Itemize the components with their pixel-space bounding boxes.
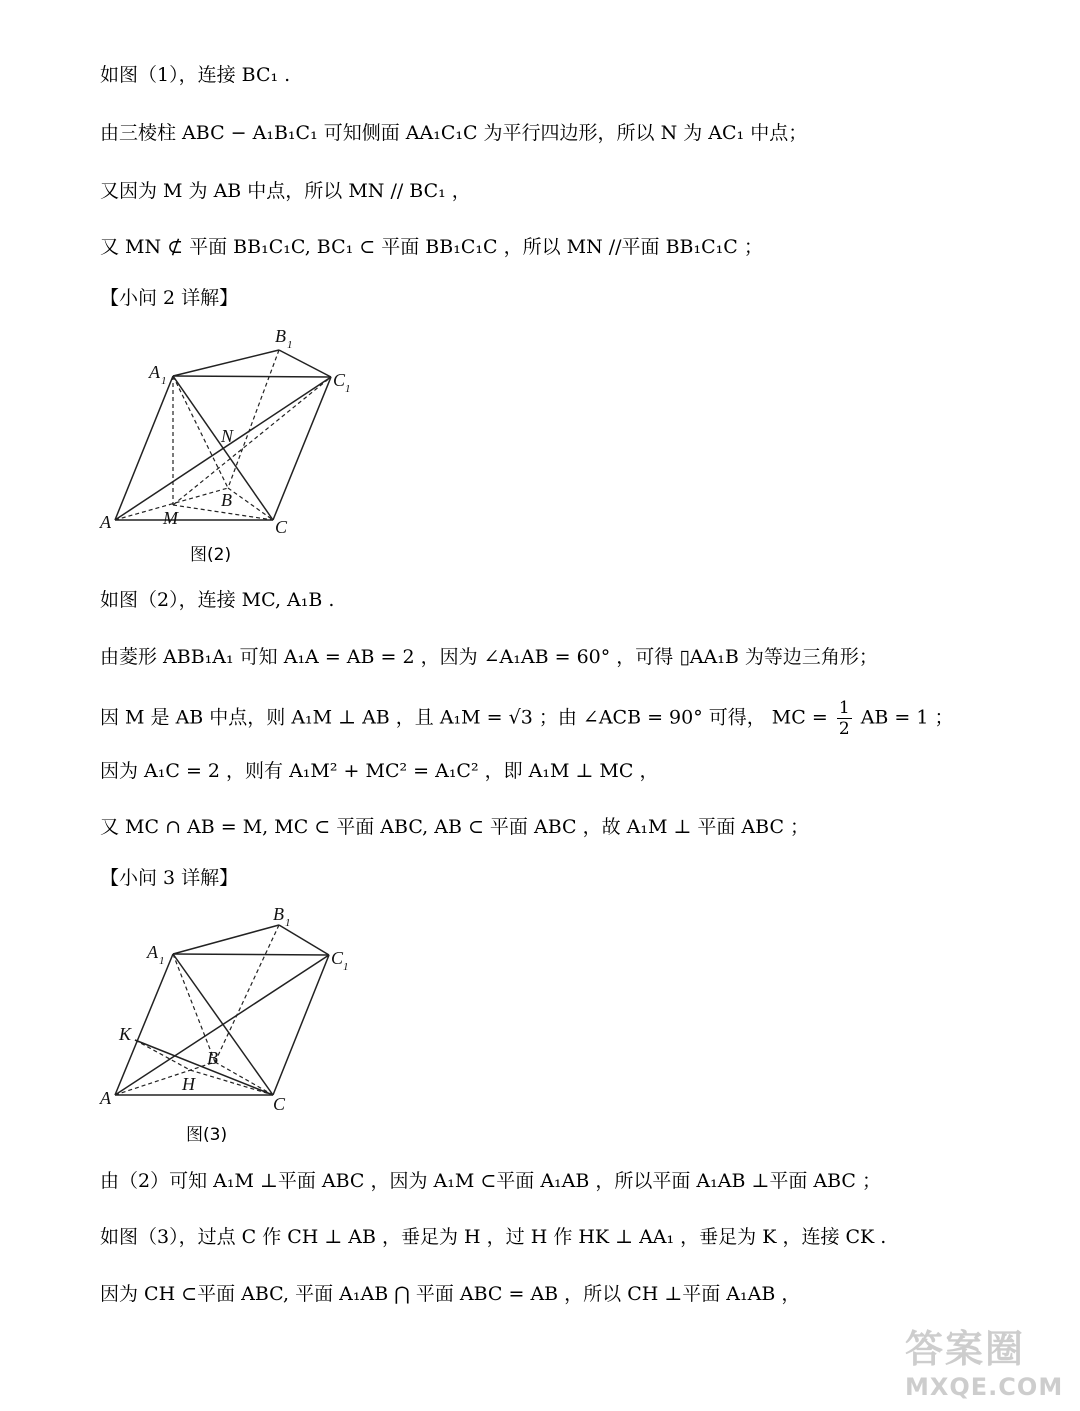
label-b1: B: [273, 904, 284, 924]
text-line-8: 因为 A₁C = 2 ，则有 A₁M² + MC² = A₁C² ，即 A₁M ⊥ MC ，: [100, 760, 659, 782]
label-c: C: [273, 1094, 286, 1114]
text-line-9: 又 MC ∩ AB = M, MC ⊂ 平面 ABC, AB ⊂ 平面 ABC ，故 A₁M ⊥ 平面 ABC ；: [100, 816, 810, 838]
label-a1-sub: 1: [159, 955, 165, 967]
text-line-4: 又 MN ⊄ 平面 BB₁C₁C, BC₁ ⊂ 平面 BB₁C₁C ，所以 MN //平面 BB₁C₁C ；: [100, 236, 763, 258]
text-line-11: 如图（3），过点 C 作 CH ⊥ AB ，垂足为 H ，过 H 作 HK ⊥ AA₁ ，垂足为 K ，连接 CK .: [100, 1226, 887, 1248]
section-heading-3: 【小问 3 详解】: [100, 867, 239, 889]
label-b1: B: [275, 326, 286, 346]
label-k: K: [119, 1024, 132, 1044]
edge-a1-b1: [173, 925, 279, 954]
label-c1: C: [333, 370, 346, 390]
dashed-a1-b: [173, 376, 228, 488]
label-a: A: [100, 1088, 111, 1108]
text-line-10: 由（2）可知 A₁M ⊥平面 ABC ，因为 A₁M ⊂平面 A₁AB ，所以平面 A₁AB ⊥平面 ABC ；: [100, 1170, 881, 1192]
figure-3-caption: 图(3): [186, 1125, 228, 1145]
edge-a1-b1: [173, 350, 279, 376]
text-line-7: [100, 698, 1000, 739]
watermark-title: 答案圈: [905, 1327, 1026, 1371]
text-line-7-before: 因 M 是 AB 中点，则 A₁M ⊥ AB ，且 A₁M = √3 ；由 ∠ACB = 90° 可得， MC =: [100, 706, 828, 729]
label-c1-sub: 1: [345, 383, 351, 395]
text-line-12: 因为 CH ⊂平面 ABC, 平面 A₁AB ⋂ 平面 ABC = AB ，所以 CH ⊥平面 A₁AB ，: [100, 1283, 801, 1305]
section-heading-2: 【小问 2 详解】: [100, 287, 239, 309]
label-b: B: [207, 1048, 218, 1068]
text-line-1: 如图（1），连接 BC₁ .: [100, 64, 291, 86]
dashed-b-c: [228, 488, 273, 520]
text-line-7-after: AB = 1 ；: [860, 706, 954, 729]
label-c1: C: [331, 948, 344, 968]
label-b: B: [221, 490, 232, 510]
edge-a1-c1: [173, 954, 329, 955]
edge-a-a1: [115, 376, 173, 520]
fraction-numerator: 1: [838, 698, 850, 718]
edge-b1-c1: [279, 925, 329, 955]
watermark-url: MXQE.COM: [905, 1373, 1064, 1401]
dashed-a-b: [115, 1062, 215, 1095]
label-c1-sub: 1: [343, 961, 349, 973]
figure-3-diagram: [95, 900, 375, 1120]
figure-2: [95, 320, 375, 540]
text-line-5: 如图（2），连接 MC, A₁B .: [100, 589, 335, 611]
label-a1: A: [147, 942, 158, 962]
text-line-6: 由菱形 ABB₁A₁ 可知 A₁A = AB = 2 ，因为 ∠A₁AB = 60° ，可得 ▯AA₁B 为等边三角形；: [100, 646, 878, 668]
edge-a1-c1: [173, 376, 331, 377]
label-a1-sub: 1: [161, 375, 167, 387]
dashed-m-c1: [173, 377, 331, 505]
figure-2-caption: 图(2): [190, 545, 232, 565]
dashed-h-c: [190, 1070, 273, 1095]
dashed-k-h: [135, 1040, 190, 1070]
label-b1-sub: 1: [285, 917, 291, 929]
edge-b1-c1: [279, 350, 331, 377]
label-n: N: [221, 426, 234, 446]
label-b1-sub: 1: [287, 339, 293, 351]
figure-3: [95, 900, 375, 1120]
fraction-denominator: 2: [838, 719, 850, 739]
edge-c1-c: [273, 955, 329, 1095]
fraction-half: [837, 698, 852, 739]
text-line-2: 由三棱柱 ABC − A₁B₁C₁ 可知侧面 AA₁C₁C 为平行四边形，所以 N 为 AC₁ 中点；: [100, 122, 808, 144]
label-h: H: [182, 1074, 195, 1094]
dashed-b-c: [215, 1062, 273, 1095]
label-a: A: [100, 512, 111, 532]
label-c: C: [275, 517, 288, 537]
figure-2-diagram: [95, 320, 375, 540]
watermark-logo: [905, 1318, 1075, 1408]
label-a1: A: [149, 362, 160, 382]
text-line-3: 又因为 M 为 AB 中点，所以 MN // BC₁ ，: [100, 180, 471, 202]
dashed-a1-b: [173, 954, 215, 1062]
edge-c1-c: [273, 377, 331, 520]
label-m: M: [163, 508, 178, 528]
